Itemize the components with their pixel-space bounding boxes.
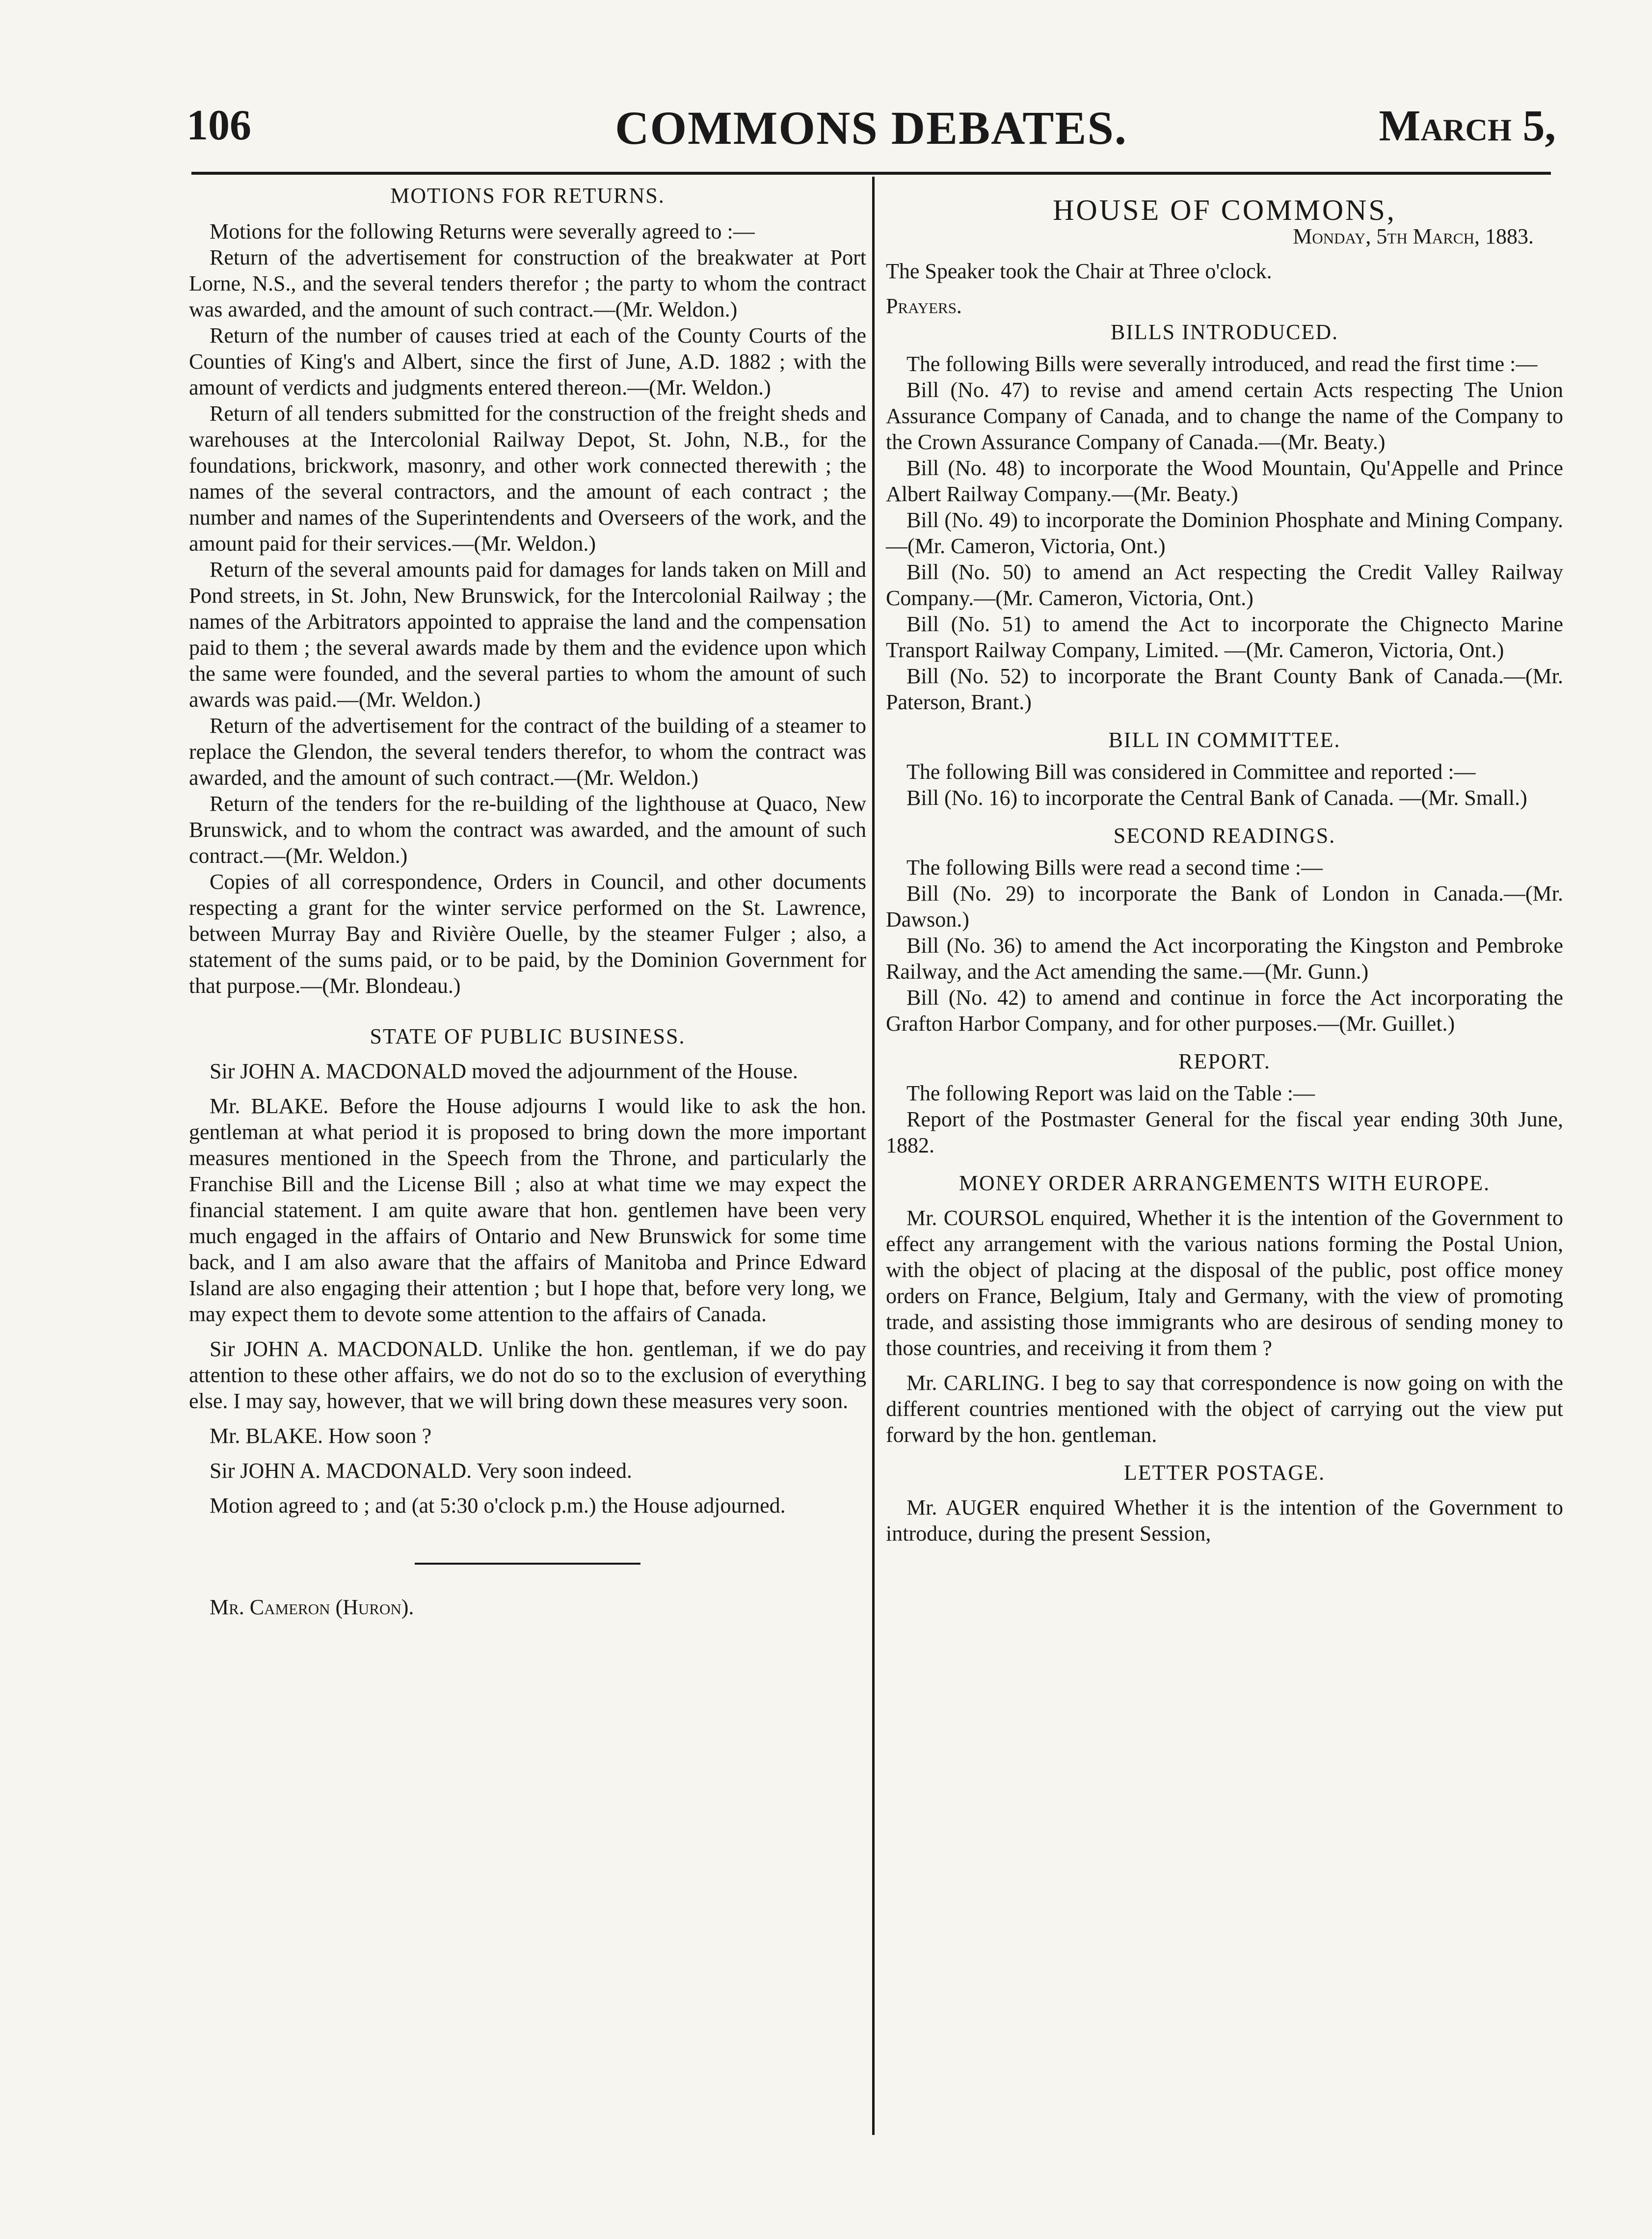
- paragraph: Bill (No. 29) to incorporate the Bank of London in Canada.—(Mr. Dawson.): [886, 881, 1563, 932]
- paragraph: Sir JOHN A. MACDONALD. Very soon indeed.: [210, 1459, 632, 1483]
- page-date: March 5,: [1379, 102, 1556, 150]
- paragraph: The following Bills were read a second time :—: [906, 855, 1323, 880]
- paragraph: Bill (No. 49) to incorporate the Dominion Phosphate and Mining Company.—(Mr. Cameron, Victoria, Ont.): [886, 508, 1563, 558]
- money-order-heading: MONEY ORDER ARRANGEMENTS WITH EUROPE.: [959, 1171, 1491, 1195]
- paragraph: Return of all tenders submitted for the construction of the freight sheds and warehouses at the Intercolonial Railway Depot, St. John, N.B., for the foundations, brickwork, masonry, and other work connected therewith ; the names of the several contractors, and the amount of each contract ; the number and names of the Superintendents and Overseers of the work, and the amount paid for their services.—(Mr. Weldon.): [189, 401, 866, 556]
- paragraph: The following Report was laid on the Table :—: [906, 1081, 1315, 1105]
- bills-heading: BILLS INTRODUCED.: [1110, 320, 1339, 344]
- paragraph: Copies of all correspondence, Orders in Council, and other documents respecting a grant for the winter service performed on the St. Lawrence, between Murray Bay and Rivière Ouelle, by the steamer Fulger ; also, a statement of the sums paid, or to be paid, by the Dominion Government for that purpose.—(Mr. Blondeau.): [189, 870, 866, 998]
- left-column: [189, 183, 866, 1620]
- section-rule: [415, 1563, 640, 1565]
- second-readings-section: [886, 854, 1563, 1037]
- money-order-section: [886, 1205, 1563, 1448]
- speaker-line: The Speaker took the Chair at Three o'clock.: [886, 259, 1272, 283]
- column-divider: [872, 177, 875, 2135]
- paragraph: Return of the several amounts paid for damages for lands taken on Mill and Pond streets, in St. John, New Brunswick, for the Intercolonial Railway ; the names of the Arbitrators appointed to appraise the land and the compensation paid to them ; the several awards made by them and the evidence upon which the same were founded, and the several parties to whom the amount of such awards was paid.—(Mr. Weldon.): [189, 558, 866, 712]
- paragraph: The following Bill was considered in Committee and reported :—: [906, 760, 1476, 784]
- paragraph: Return of the number of causes tried at each of the County Courts of the Counties of King's and Albert, since the first of June, A.D. 1882 ; with the amount of verdicts and judgments entered thereon.—(Mr. Weldon.): [189, 323, 866, 400]
- paragraph: Bill (No. 51) to amend the Act to incorporate the Chignecto Marine Transport Railway Company, Limited. —(Mr. Cameron, Victoria, Ont.): [886, 612, 1563, 662]
- bills-section: [886, 351, 1563, 715]
- paragraph: Mr. CARLING. I beg to say that correspondence is now going on with the different countries mentioned with the object of carrying out the view put forward by the hon. gentleman.: [886, 1371, 1563, 1447]
- paragraph: Mr. COURSOL enquired, Whether it is the intention of the Government to effect any arrangement with the various nations forming the Postal Union, with the object of placing at the disposal of the public, post office money orders on France, Belgium, Italy and Germany, with the view of promoting trade, and assisting those immigrants who are desirous of sending money to those countries, and receiving it from them ?: [886, 1206, 1563, 1360]
- paragraph: Motions for the following Returns were severally agreed to :—: [210, 219, 755, 243]
- prayers-label: Prayers.: [886, 294, 962, 318]
- paragraph: The following Bills were severally introduced, and read the first time :—: [906, 352, 1538, 376]
- page-header: [187, 101, 1556, 155]
- paragraph: Mr. BLAKE. Before the House adjourns I would like to ask the hon. gentleman at what period it is proposed to bring down the more important measures mentioned in the Speech from the Throne, and particularly the Franchise Bill and the License Bill ; also at what time we may expect the financial statement. I am quite aware that hon. gentlemen have been very much engaged in the affairs of Ontario and New Brunswick for some time back, and I am also aware that the affairs of Manitoba and Prince Edward Island are also engaging their attention ; but I hope that, before very long, we may expect them to devote some attention to the affairs of Canada.: [189, 1094, 866, 1326]
- report-heading: REPORT.: [1178, 1049, 1271, 1073]
- paragraph: Bill (No. 36) to amend the Act incorporating the Kingston and Pembroke Railway, and the Act amending the same.—(Mr. Gunn.): [886, 933, 1563, 984]
- paragraph: Return of the advertisement for construction of the breakwater at Port Lorne, N.S., and the several tenders therefor ; the party to whom the contract was awarded, and the amount of such contract.—(Mr. Weldon.): [189, 245, 866, 321]
- motions-section: [189, 218, 866, 999]
- letter-postage-section: [886, 1494, 1563, 1546]
- paragraph: Sir JOHN A. MACDONALD moved the adjournment of the House.: [210, 1059, 798, 1083]
- committee-section: [886, 759, 1563, 811]
- paragraph: Bill (No. 50) to amend an Act respecting the Credit Valley Railway Company.—(Mr. Cameron, Victoria, Ont.): [886, 560, 1563, 610]
- house-heading: HOUSE OF COMMONS,: [1053, 194, 1396, 226]
- motions-heading: MOTIONS FOR RETURNS.: [390, 184, 665, 208]
- page-title: COMMONS DEBATES.: [615, 102, 1127, 154]
- paragraph: Report of the Postmaster General for the fiscal year ending 30th June, 1882.: [886, 1107, 1563, 1157]
- paragraph: Mr. AUGER enquired Whether it is the intention of the Government to introduce, during the present Session,: [886, 1495, 1563, 1546]
- second-readings-heading: SECOND READINGS.: [1113, 824, 1336, 848]
- paragraph: Sir JOHN A. MACDONALD. Unlike the hon. gentleman, if we do pay attention to these other affairs, we do not do so to the exclusion of everything else. I may say, however, that we will bring down these measures very soon.: [189, 1337, 866, 1413]
- paragraph: Return of the tenders for the re-building of the lighthouse at Quaco, New Brunswick, and to whom the contract was awarded, and the amount of such contract.—(Mr. Weldon.): [189, 792, 866, 868]
- right-column: [886, 183, 1563, 1546]
- committee-heading: BILL IN COMMITTEE.: [1108, 728, 1341, 752]
- paragraph: Bill (No. 42) to amend and continue in force the Act incorporating the Grafton Harbor Company, and for other purposes.—(Mr. Guillet.): [886, 986, 1563, 1036]
- state-section: [189, 1058, 866, 1519]
- signature: Mr. Cameron (Huron).: [210, 1595, 414, 1619]
- sitting-date: Monday, 5th March, 1883.: [1293, 224, 1534, 248]
- paragraph: Motion agreed to ; and (at 5:30 o'clock p.m.) the House adjourned.: [210, 1493, 786, 1518]
- paragraph: Bill (No. 47) to revise and amend certain Acts respecting The Union Assurance Company of Canada, and to change the name of the Company to the Crown Assurance Company of Canada.—(Mr. Beaty.): [886, 378, 1563, 454]
- paragraph: Return of the advertisement for the contract of the building of a steamer to replace the Glendon, the several tenders therefor, to whom the contract was awarded, and the amount of such contract.—(Mr. Weldon.): [189, 714, 866, 790]
- header-rule: [191, 172, 1551, 175]
- paragraph: Bill (No. 16) to incorporate the Central Bank of Canada. —(Mr. Small.): [906, 786, 1527, 810]
- letter-postage-heading: LETTER POSTAGE.: [1123, 1461, 1326, 1485]
- paragraph: Bill (No. 52) to incorporate the Brant County Bank of Canada.—(Mr. Paterson, Brant.): [886, 664, 1563, 714]
- paragraph: Mr. BLAKE. How soon ?: [210, 1424, 432, 1448]
- paragraph: Bill (No. 48) to incorporate the Wood Mountain, Qu'Appelle and Prince Albert Railway Company.—(Mr. Beaty.): [886, 456, 1563, 506]
- page-number: 106: [187, 102, 251, 149]
- report-section: [886, 1080, 1563, 1158]
- state-heading: STATE OF PUBLIC BUSINESS.: [370, 1024, 686, 1048]
